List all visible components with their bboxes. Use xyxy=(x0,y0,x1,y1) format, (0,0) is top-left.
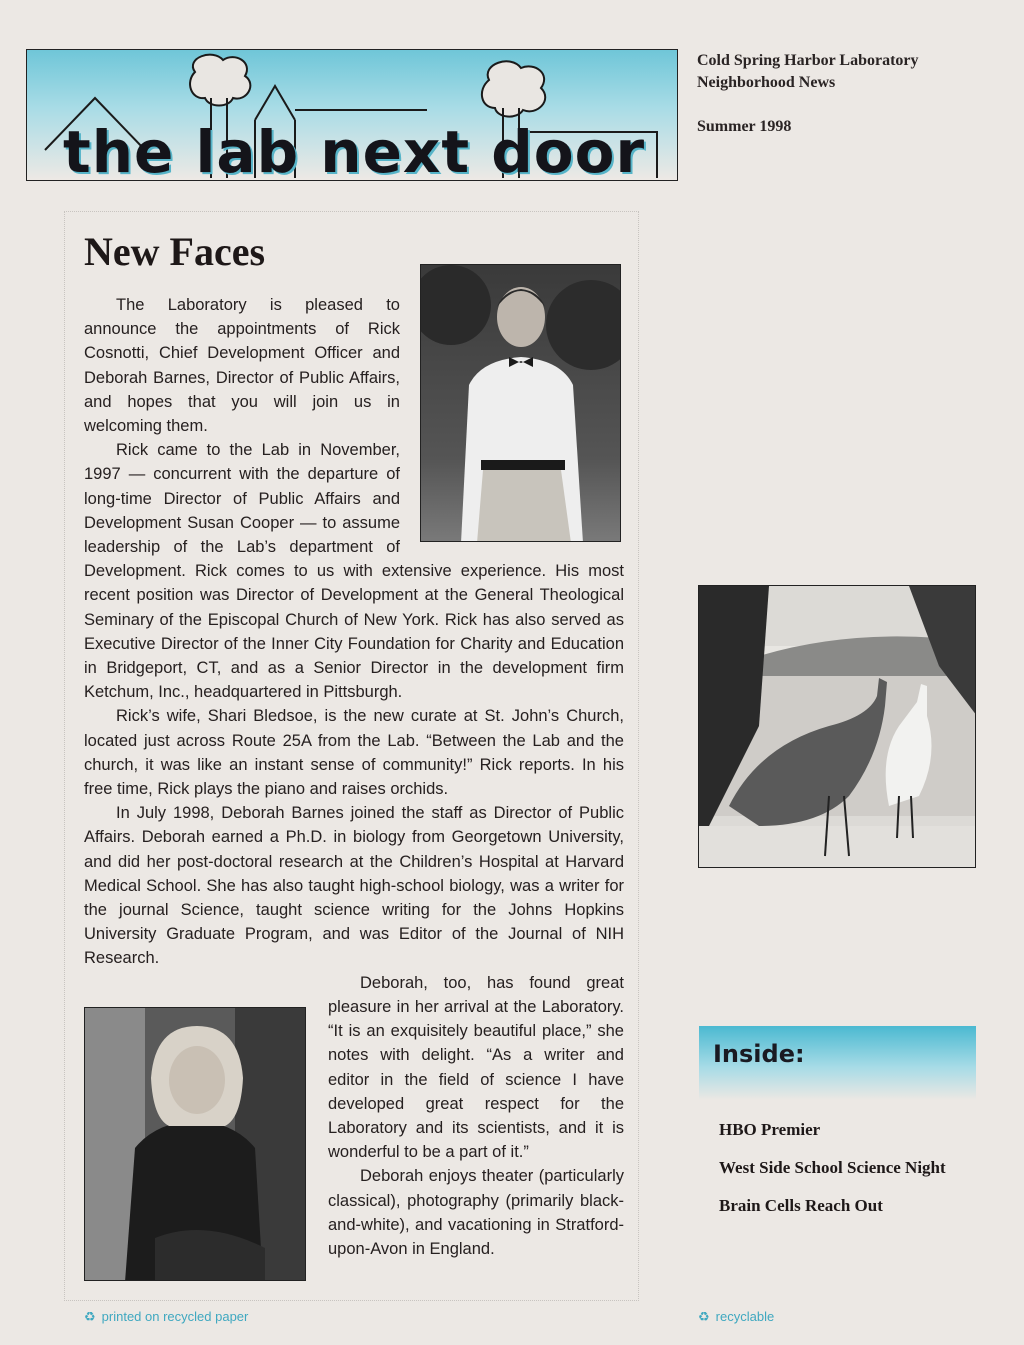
masthead-title: the lab next door xyxy=(63,118,646,181)
inside-label: Inside: xyxy=(713,1040,805,1068)
recyclable-text: recyclable xyxy=(715,1309,775,1324)
photo-peacocks xyxy=(698,585,976,868)
article-paragraph: Deborah, too, has found great pleasure in her arrival at the Laboratory. “It is an exquisitely beautiful place,” she notes with delight. “As a writer and editor in the field of science I have developed great respect for the Laboratory and its scientists, and it is wonderful to be a part of it.” xyxy=(328,973,624,1162)
recycled-paper-text: printed on recycled paper xyxy=(101,1309,249,1324)
inside-list-item: Brain Cells Reach Out xyxy=(719,1196,883,1215)
article-paragraph: In July 1998, Deborah Barnes joined the staff as Director of Public Affairs. Deborah earned a Ph.D. in biology from Georgetown University, and did her post-doctoral research at the Children’s Hospital at Harvard Medical School. She has also taught high-school biology, was a writer for the journal Science, taught science writing for the Johns Hopkins University Graduate Program, and was Editor of the Journal of NIH Research. xyxy=(84,804,624,968)
article-paragraph: Rick’s wife, Shari Bledsoe, is the new curate at St. John’s Church, located just across Route 25A from the Lab. “Between the Lab and the church, it was like an instant sense of community!” Rick reports. In his free time, Rick plays the piano and raises orchids. xyxy=(84,707,624,799)
photo-deborah-barnes xyxy=(84,1007,306,1281)
masthead-logo xyxy=(26,49,678,181)
recycled-paper-note xyxy=(84,1309,248,1325)
recyclable-icon: ♻ xyxy=(698,1309,710,1324)
inside-list-item: HBO Premier xyxy=(719,1120,821,1139)
recycle-icon: ♻ xyxy=(84,1309,96,1324)
inside-banner xyxy=(699,1026,976,1100)
article-paragraph: The Laboratory is pleased to announce the appointments of Rick Cosnotti, Chief Development Officer and Deborah Barnes, Director of Public Affairs, and hopes that you will join us in welcoming them. xyxy=(84,296,400,436)
article-paragraph: Deborah enjoys theater (particularly classical), photography (primarily black-and-white), and vacationing in Stratford-upon-Avon in England. xyxy=(328,1167,624,1258)
organization-name: Cold Spring Harbor Laboratory xyxy=(697,52,919,69)
issue-date: Summer 1998 xyxy=(697,118,792,135)
article-title: New Faces xyxy=(84,229,266,274)
article-paragraph: Rick came to the Lab in November, 1997 — concurrent with the departure of long-time Director of Public Affairs and Development Susan Cooper — to assume leadership of the Lab’s department of Development. Rick comes to us with extensive experience. His most recent position was Director of Development at the General Theological Seminary of the Episcopal Church of New York. Rick has also served as Executive Director of the Inner City Foundation for Charity and Education in Bridgeport, CT, and as a Senior Director in the development firm Ketchum, Inc., headquartered in Pittsburgh. xyxy=(84,441,624,702)
photo-rick-cosnotti xyxy=(420,264,621,542)
publication-name: Neighborhood News xyxy=(697,74,836,91)
publication-info xyxy=(697,50,919,138)
recyclable-note xyxy=(698,1309,774,1325)
inside-list-item: West Side School Science Night xyxy=(719,1158,946,1177)
inside-list xyxy=(719,1118,959,1232)
